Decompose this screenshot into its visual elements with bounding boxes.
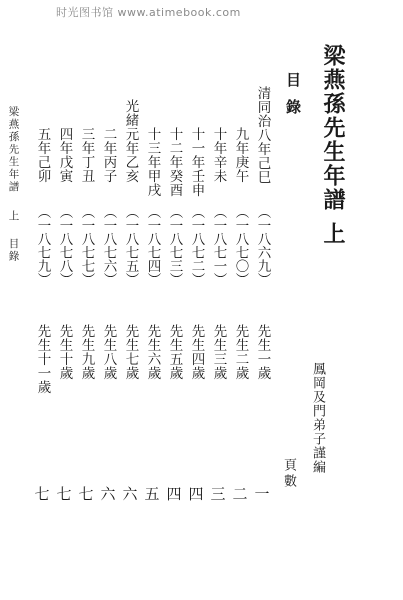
entry-page-number: 五 <box>144 485 160 503</box>
entry-ce-year: （一八七八） <box>56 205 73 286</box>
running-header-title: 梁燕孫先生年譜 <box>7 106 20 194</box>
toc-heading: 目錄 <box>284 72 302 126</box>
entry-page-number: 六 <box>122 485 138 503</box>
book-title-block <box>322 44 344 246</box>
entry-year: 十一年壬申 <box>188 127 205 197</box>
entry-age: 先生七歲 <box>122 324 139 380</box>
entry-ce-year: （一八七七） <box>78 205 95 286</box>
entry-year: 五年己卯 <box>34 127 51 183</box>
entry-ce-year: （一八七三） <box>166 205 183 286</box>
editor-credit: 鳳岡及門弟子謹編 <box>310 362 325 474</box>
entry-ce-year: （一八七四） <box>144 205 161 286</box>
entry-ce-year: （一八七一） <box>210 205 227 286</box>
entry-ce-year: （一八七九） <box>34 205 51 286</box>
entry-ce-year: （一八六九） <box>254 205 271 286</box>
entry-age: 先生六歲 <box>144 324 161 380</box>
entry-age: 先生一歲 <box>254 324 271 380</box>
entry-ce-year: （一八七〇） <box>232 205 249 286</box>
entry-page-number: 七 <box>34 485 50 503</box>
volume-label: 上 <box>320 222 346 246</box>
entry-age: 先生十一歲 <box>34 324 51 394</box>
page-column-heading: 頁數 <box>281 458 296 490</box>
entry-year: 光緒元年乙亥 <box>122 99 139 183</box>
watermark-text: 时光图书馆 www.atimebook.com <box>56 6 241 19</box>
entry-ce-year: （一八七二） <box>188 205 205 286</box>
running-header <box>8 106 19 263</box>
entry-year: 九年庚午 <box>232 127 249 183</box>
entry-page-number: 一 <box>254 485 270 503</box>
entry-year: 十二年癸酉 <box>166 127 183 197</box>
running-header-volume: 上 <box>7 209 20 222</box>
entry-page-number: 三 <box>210 485 226 503</box>
entry-page-number: 四 <box>166 485 182 503</box>
entry-year: 四年戊寅 <box>56 127 73 183</box>
entry-age: 先生八歲 <box>100 324 117 380</box>
entry-age: 先生四歲 <box>188 324 205 380</box>
book-title: 梁燕孫先生年譜 <box>320 44 346 212</box>
entry-year: 清同治八年己巳 <box>254 86 271 184</box>
entry-age: 先生九歲 <box>78 324 95 380</box>
entry-year: 十三年甲戌 <box>144 127 161 197</box>
entry-age: 先生三歲 <box>210 324 227 380</box>
entry-year: 十年辛未 <box>210 127 227 183</box>
entry-age: 先生五歲 <box>166 324 183 380</box>
entry-page-number: 二 <box>232 485 248 503</box>
entry-ce-year: （一八七五） <box>122 205 139 286</box>
entry-page-number: 七 <box>56 485 72 503</box>
entry-age: 先生二歲 <box>232 324 249 380</box>
entry-page-number: 七 <box>78 485 94 503</box>
entry-year: 二年丙子 <box>100 127 117 183</box>
running-header-section: 目錄 <box>7 238 20 263</box>
entry-page-number: 四 <box>188 485 204 503</box>
entry-page-number: 六 <box>100 485 116 503</box>
entry-age: 先生十歲 <box>56 324 73 380</box>
entry-ce-year: （一八七六） <box>100 205 117 286</box>
entry-year: 三年丁丑 <box>78 127 95 183</box>
